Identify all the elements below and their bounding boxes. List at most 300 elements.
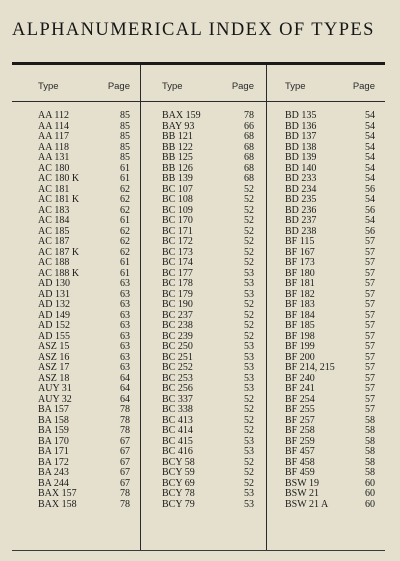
index-entry xyxy=(285,405,375,416)
index-entry xyxy=(38,405,130,416)
type-code: AD 155 xyxy=(38,330,70,342)
page-number: 52 xyxy=(244,425,254,436)
page-number: 52 xyxy=(244,404,254,415)
page-number: 63 xyxy=(120,351,130,363)
page-number: 68 xyxy=(244,173,254,184)
page-number: 54 xyxy=(365,110,375,121)
page-number: 64 xyxy=(120,383,130,394)
type-code: BB 121 xyxy=(162,131,193,142)
index-entry xyxy=(38,195,130,206)
page-number: 78 xyxy=(120,488,130,499)
index-entry xyxy=(162,300,254,311)
type-code: BD 135 xyxy=(285,110,317,121)
type-code: BC 179 xyxy=(162,288,193,300)
index-column-2 xyxy=(162,65,254,550)
type-code: AC 181 xyxy=(38,183,70,195)
page-number: 52 xyxy=(244,183,254,195)
page-number: 56 xyxy=(365,225,375,237)
type-code: AD 149 xyxy=(38,309,70,321)
page-number: 56 xyxy=(365,183,375,195)
type-code: BC 108 xyxy=(162,194,193,205)
index-entry xyxy=(285,132,375,143)
page-number: 52 xyxy=(244,320,254,331)
index-entry xyxy=(38,468,130,479)
index-entry xyxy=(38,279,130,290)
page-number: 53 xyxy=(244,351,254,363)
page-number: 85 xyxy=(120,131,130,142)
type-header: Type xyxy=(162,81,183,92)
index-entry xyxy=(38,300,130,311)
index-entry xyxy=(285,321,375,332)
page-number: 68 xyxy=(244,152,254,163)
type-code: BF 254 xyxy=(285,393,315,405)
page-number: 53 xyxy=(244,372,254,384)
page-number: 52 xyxy=(244,236,254,247)
index-entry xyxy=(38,111,130,122)
type-code: BA 172 xyxy=(38,456,69,468)
page-number: 53 xyxy=(244,278,254,289)
page-header: Page xyxy=(231,81,254,92)
index-entry xyxy=(285,426,375,437)
page-number: 58 xyxy=(365,425,375,436)
index-entry xyxy=(162,447,254,458)
index-entry xyxy=(38,426,130,437)
page-number: 57 xyxy=(365,362,375,373)
page-number: 52 xyxy=(244,246,254,258)
type-code: BC 177 xyxy=(162,267,193,279)
page-number: 52 xyxy=(244,467,254,478)
column-header xyxy=(285,81,375,95)
type-code: BB 125 xyxy=(162,152,193,163)
type-code: BCY 79 xyxy=(162,498,195,510)
index-entry xyxy=(285,258,375,269)
page-number: 68 xyxy=(244,162,254,174)
type-code: BSW 21 A xyxy=(285,498,329,510)
type-code: AD 152 xyxy=(38,320,70,331)
index-entry xyxy=(285,195,375,206)
index-entry xyxy=(162,195,254,206)
type-code: BF 258 xyxy=(285,425,315,436)
type-code: BC 253 xyxy=(162,372,193,384)
index-entry xyxy=(285,237,375,248)
type-code: BC 190 xyxy=(162,299,193,310)
type-code: BD 137 xyxy=(285,131,317,142)
index-entry xyxy=(162,426,254,437)
page-number: 61 xyxy=(120,162,130,174)
type-code: BD 238 xyxy=(285,225,317,237)
page-number: 52 xyxy=(244,477,254,489)
column-rows xyxy=(285,111,375,510)
page-number: 63 xyxy=(120,309,130,321)
page-number: 57 xyxy=(365,309,375,321)
page-number: 60 xyxy=(365,498,375,510)
page-number: 62 xyxy=(120,204,130,216)
type-code: AC 180 K xyxy=(38,173,80,184)
index-entry xyxy=(285,174,375,185)
type-code: BA 157 xyxy=(38,404,69,415)
page-number: 52 xyxy=(244,194,254,205)
page-number: 61 xyxy=(120,267,130,279)
index-entry xyxy=(38,258,130,269)
type-code: BD 237 xyxy=(285,215,317,226)
type-code: BC 173 xyxy=(162,246,193,258)
page-number: 52 xyxy=(244,257,254,268)
type-code: ASZ 15 xyxy=(38,341,70,352)
type-code: BC 415 xyxy=(162,435,193,447)
type-code: AA 112 xyxy=(38,110,70,121)
page-number: 54 xyxy=(365,152,375,163)
index-entry xyxy=(38,321,130,332)
page-number: 58 xyxy=(365,467,375,478)
index-entry xyxy=(162,363,254,374)
type-code: BB 122 xyxy=(162,141,193,153)
type-code: BAY 93 xyxy=(162,120,195,132)
type-code: BB 139 xyxy=(162,173,193,184)
page-number: 57 xyxy=(365,383,375,394)
type-code: AD 130 xyxy=(38,278,70,289)
page-number: 63 xyxy=(120,362,130,373)
page-number: 53 xyxy=(244,435,254,447)
type-code: BA 171 xyxy=(38,446,69,457)
type-code: BF 115 xyxy=(285,236,315,247)
type-code: BA 244 xyxy=(38,477,69,489)
page-number: 85 xyxy=(120,141,130,153)
type-code: BF 257 xyxy=(285,414,315,426)
type-code: BA 243 xyxy=(38,467,69,478)
type-code: BD 236 xyxy=(285,204,317,216)
index-entry xyxy=(162,153,254,164)
type-code: BC 238 xyxy=(162,320,193,331)
type-code: AC 181 K xyxy=(38,194,80,205)
page-number: 52 xyxy=(244,456,254,468)
page-header: Page xyxy=(352,81,375,92)
column-rows xyxy=(38,111,130,510)
type-code: BC 413 xyxy=(162,414,193,426)
type-header: Type xyxy=(38,81,59,92)
type-code: BC 256 xyxy=(162,383,193,394)
page-number: 63 xyxy=(120,341,130,352)
page-number: 67 xyxy=(120,467,130,478)
page-number: 85 xyxy=(120,120,130,132)
page-number: 67 xyxy=(120,435,130,447)
page-number: 61 xyxy=(120,215,130,226)
type-code: BF 255 xyxy=(285,404,315,415)
index-entry xyxy=(162,258,254,269)
index-entry xyxy=(38,132,130,143)
type-code: BF 240 xyxy=(285,372,315,384)
index-entry xyxy=(38,363,130,374)
type-code: BC 251 xyxy=(162,351,193,363)
page-number: 57 xyxy=(365,288,375,300)
index-entry xyxy=(285,153,375,164)
page-number: 62 xyxy=(120,236,130,247)
type-code: BC 171 xyxy=(162,225,193,237)
type-code: AC 187 xyxy=(38,236,70,247)
type-code: BCY 58 xyxy=(162,456,195,468)
page-number: 53 xyxy=(244,288,254,300)
index-entry xyxy=(285,363,375,374)
type-code: ASZ 18 xyxy=(38,372,70,384)
index-entry xyxy=(162,132,254,143)
index-entry xyxy=(38,342,130,353)
page-number: 54 xyxy=(365,141,375,153)
page-number: 52 xyxy=(244,309,254,321)
page-number: 57 xyxy=(365,372,375,384)
type-code: BC 414 xyxy=(162,425,193,436)
page-number: 57 xyxy=(365,351,375,363)
page-number: 57 xyxy=(365,278,375,289)
index-entry xyxy=(285,489,375,500)
page-number: 57 xyxy=(365,236,375,247)
page-number: 78 xyxy=(244,110,254,121)
type-code: BD 140 xyxy=(285,162,317,174)
type-code: AA 117 xyxy=(38,131,70,142)
type-code: AA 118 xyxy=(38,141,70,153)
type-code: AA 131 xyxy=(38,152,70,163)
type-header: Type xyxy=(285,81,306,92)
page-number: 53 xyxy=(244,362,254,373)
page-number: 58 xyxy=(365,435,375,447)
page-number: 54 xyxy=(365,162,375,174)
page-number: 68 xyxy=(244,131,254,142)
page-number: 54 xyxy=(365,215,375,226)
index-entry xyxy=(285,447,375,458)
page-number: 52 xyxy=(244,299,254,310)
page-number: 54 xyxy=(365,194,375,205)
page-number: 57 xyxy=(365,299,375,310)
type-code: BB 126 xyxy=(162,162,193,174)
type-code: BSW 21 xyxy=(285,488,319,499)
type-code: BSW 19 xyxy=(285,477,319,489)
type-code: BC 170 xyxy=(162,215,193,226)
type-code: ASZ 17 xyxy=(38,362,70,373)
type-code: AC 187 K xyxy=(38,246,80,258)
index-entry xyxy=(285,279,375,290)
type-code: AUY 32 xyxy=(38,393,72,405)
type-code: BCY 59 xyxy=(162,467,195,478)
page-title: ALPHANUMERICAL INDEX OF TYPES xyxy=(12,20,375,40)
type-code: AC 185 xyxy=(38,225,70,237)
type-code: BC 337 xyxy=(162,393,193,405)
page-number: 57 xyxy=(365,341,375,352)
type-code: BC 178 xyxy=(162,278,193,289)
index-entry xyxy=(285,300,375,311)
page-number: 78 xyxy=(120,498,130,510)
type-code: BAX 157 xyxy=(38,488,77,499)
page-number: 57 xyxy=(365,393,375,405)
index-entry xyxy=(162,279,254,290)
page-number: 67 xyxy=(120,456,130,468)
page-number: 62 xyxy=(120,194,130,205)
index-entry xyxy=(162,342,254,353)
type-code: BC 338 xyxy=(162,404,193,415)
type-code: BA 159 xyxy=(38,425,69,436)
page-number: 53 xyxy=(244,267,254,279)
type-code: BF 185 xyxy=(285,320,315,331)
page-number: 78 xyxy=(120,414,130,426)
column-rows xyxy=(162,111,254,510)
type-code: BF 457 xyxy=(285,446,315,457)
index-entry xyxy=(285,468,375,479)
type-code: BF 259 xyxy=(285,435,315,447)
index-entry xyxy=(285,384,375,395)
page-number: 58 xyxy=(365,446,375,457)
page-number: 63 xyxy=(120,288,130,300)
page-number: 67 xyxy=(120,477,130,489)
page-number: 52 xyxy=(244,393,254,405)
index-entry xyxy=(162,384,254,395)
type-code: BCY 78 xyxy=(162,488,195,499)
page-number: 60 xyxy=(365,477,375,489)
page-number: 53 xyxy=(244,498,254,510)
type-code: BF 184 xyxy=(285,309,315,321)
index-entry xyxy=(38,174,130,185)
page-number: 53 xyxy=(244,383,254,394)
page-number: 52 xyxy=(244,330,254,342)
type-code: BD 139 xyxy=(285,152,317,163)
type-code: BCY 69 xyxy=(162,477,195,489)
page-number: 58 xyxy=(365,456,375,468)
type-code: BF 173 xyxy=(285,257,315,268)
index-column-3 xyxy=(285,65,375,550)
type-code: ASZ 16 xyxy=(38,351,70,363)
type-code: BAX 158 xyxy=(38,498,77,510)
type-code: BF 198 xyxy=(285,330,315,342)
page-number: 64 xyxy=(120,393,130,405)
type-code: BF 214, 215 xyxy=(285,362,335,373)
type-code: BC 239 xyxy=(162,330,193,342)
type-code: BAX 159 xyxy=(162,110,201,121)
type-code: BC 172 xyxy=(162,236,193,247)
page-number: 63 xyxy=(120,278,130,289)
page-number: 52 xyxy=(244,225,254,237)
type-code: AD 131 xyxy=(38,288,70,300)
type-code: BC 174 xyxy=(162,257,193,268)
page-number: 53 xyxy=(244,488,254,499)
index-entry xyxy=(162,468,254,479)
type-code: BF 241 xyxy=(285,383,315,394)
page-header: Page xyxy=(107,81,130,92)
page-number: 53 xyxy=(244,446,254,457)
index-entry xyxy=(38,153,130,164)
index-entry xyxy=(285,216,375,227)
page-number: 85 xyxy=(120,152,130,163)
index-entry xyxy=(162,321,254,332)
index-entry xyxy=(38,384,130,395)
index-entry xyxy=(162,405,254,416)
type-code: BC 252 xyxy=(162,362,193,373)
index-entry xyxy=(38,216,130,227)
type-code: AC 188 xyxy=(38,257,70,268)
page-number: 63 xyxy=(120,320,130,331)
type-code: BF 180 xyxy=(285,267,315,279)
type-code: BF 167 xyxy=(285,246,315,258)
type-code: BA 158 xyxy=(38,414,69,426)
page-number: 53 xyxy=(244,341,254,352)
page-number: 63 xyxy=(120,330,130,342)
page-number: 66 xyxy=(244,120,254,132)
type-code: BF 200 xyxy=(285,351,315,363)
type-code: BC 107 xyxy=(162,183,193,195)
index-entry xyxy=(162,216,254,227)
page-number: 68 xyxy=(244,141,254,153)
page-number: 52 xyxy=(244,204,254,216)
type-code: BF 199 xyxy=(285,341,315,352)
type-code: BC 416 xyxy=(162,446,193,457)
type-code: BD 138 xyxy=(285,141,317,153)
page-number: 64 xyxy=(120,372,130,384)
type-code: BF 183 xyxy=(285,299,315,310)
type-code: BA 170 xyxy=(38,435,69,447)
type-code: BC 109 xyxy=(162,204,193,216)
index-entry xyxy=(162,174,254,185)
type-code: BC 250 xyxy=(162,341,193,352)
index-entry xyxy=(285,342,375,353)
page-number: 62 xyxy=(120,183,130,195)
index-entry xyxy=(162,489,254,500)
index-entry xyxy=(285,111,375,122)
page-number: 58 xyxy=(365,414,375,426)
column-header xyxy=(162,81,254,95)
page-number: 52 xyxy=(244,414,254,426)
type-code: BD 234 xyxy=(285,183,317,195)
type-code: AC 180 xyxy=(38,162,70,174)
type-code: AC 188 K xyxy=(38,267,80,279)
page-number: 62 xyxy=(120,246,130,258)
type-code: AD 132 xyxy=(38,299,70,310)
page-number: 57 xyxy=(365,404,375,415)
page-number: 56 xyxy=(365,204,375,216)
index-table xyxy=(12,62,385,551)
type-code: BD 136 xyxy=(285,120,317,132)
type-code: BF 459 xyxy=(285,467,315,478)
page-number: 54 xyxy=(365,131,375,142)
page-number: 63 xyxy=(120,299,130,310)
page-number: 52 xyxy=(244,215,254,226)
column-divider-1 xyxy=(140,65,141,550)
type-code: BC 237 xyxy=(162,309,193,321)
index-entry xyxy=(38,500,130,511)
index-entry xyxy=(162,237,254,248)
page-number: 61 xyxy=(120,257,130,268)
page-number: 57 xyxy=(365,330,375,342)
type-code: AC 183 xyxy=(38,204,70,216)
column-header xyxy=(38,81,130,95)
type-code: AUY 31 xyxy=(38,383,72,394)
type-code: BF 458 xyxy=(285,456,315,468)
type-code: BD 235 xyxy=(285,194,317,205)
page-number: 67 xyxy=(120,446,130,457)
page-number: 60 xyxy=(365,488,375,499)
index-entry xyxy=(38,489,130,500)
page-number: 62 xyxy=(120,225,130,237)
index-entry xyxy=(162,500,254,511)
index-entry xyxy=(38,237,130,248)
page-number: 78 xyxy=(120,404,130,415)
page-number: 57 xyxy=(365,257,375,268)
type-code: BD 233 xyxy=(285,173,317,184)
page-number: 54 xyxy=(365,120,375,132)
page-number: 54 xyxy=(365,173,375,184)
page-number: 57 xyxy=(365,246,375,258)
type-code: BF 181 xyxy=(285,278,315,289)
page-number: 61 xyxy=(120,173,130,184)
page-number: 85 xyxy=(120,110,130,121)
type-code: AA 114 xyxy=(38,120,70,132)
type-code: AC 184 xyxy=(38,215,70,226)
type-code: BF 182 xyxy=(285,288,315,300)
page-number: 57 xyxy=(365,267,375,279)
